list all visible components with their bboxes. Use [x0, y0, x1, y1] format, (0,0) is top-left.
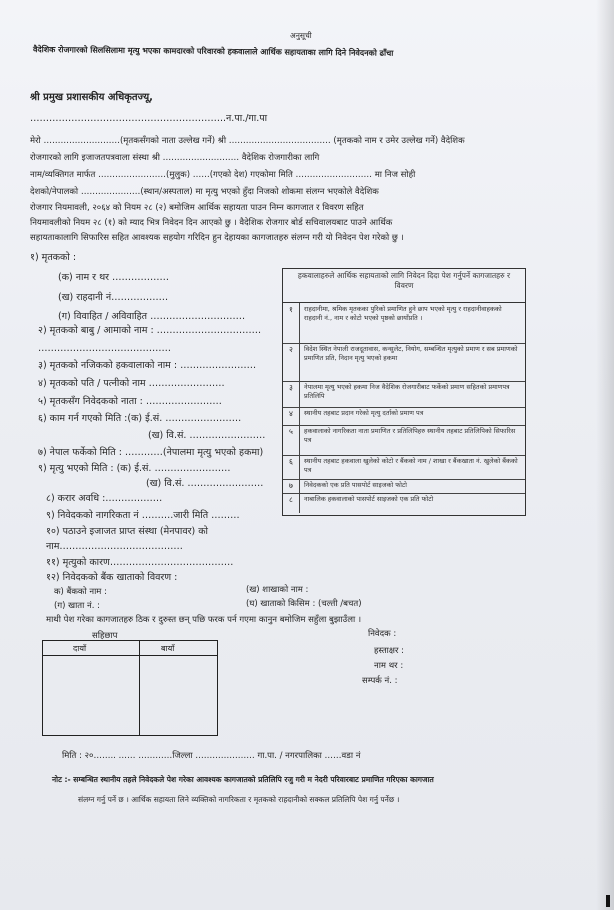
bank-branch: (ख) शाखाको नाम :: [246, 585, 309, 595]
applicant-label: निवेदक :: [368, 629, 397, 639]
thumbprint-divider: [139, 641, 140, 735]
annex-label: अनुसूची: [290, 31, 312, 40]
field-contract: ८) करार अवधि :………………: [46, 493, 163, 504]
checklist-header: हकवालाहरुले आर्थिक सहायताको लागि निवेदन दिदा पेश गर्नुपर्ने कागजातहरु र विवरण: [283, 269, 525, 303]
field-citizenship: ९) निवेदकको नागरिकता नं ……….जारी मिति ………: [46, 510, 240, 521]
fullname-label: नाम थर :: [374, 661, 404, 671]
left-thumb-label: बायाँ: [161, 644, 175, 653]
checklist-row: [283, 493, 525, 513]
para-line-7: सहायताकालागि सिफारिस सहित आवश्यक सहयोग गरिदिन हुन देहायका कागजातहरु संलग्न गरी यो निवेदन पेश गरेको छु ।: [30, 233, 404, 243]
contact-label: सम्पर्क नं. :: [362, 676, 398, 686]
signature-label: हस्ताक्षर :: [374, 646, 405, 656]
para-line-5: रोजगार नियमावली, २०६४ को नियम २८ (२) बमोजिम आर्थिक सहायता पाउन निम्न कागजात र विवरण सहित: [30, 203, 364, 213]
edge-mark: [606, 895, 610, 907]
checklist-row-number: २: [283, 343, 300, 381]
form-title: वैदेशिक रोजगारको सिलसिलामा मृत्यु भएका कामदारको परिवारको हकवालाले आर्थिक सहायताका लागि दिने निवेदनको ढाँचा: [32, 45, 394, 58]
note-line-2: संलग्न गर्नु पर्ने छ । आर्थिक सहायता लिने व्यक्तिको नागरिकता र मृतकको राहदानीको सक्कल प्रतिलिपि पेश गर्नु पर्नेछ ।: [78, 795, 400, 804]
checklist-row: [283, 425, 525, 456]
bank-name: क) बैंकको नाम :: [54, 587, 107, 597]
field-name: (क) नाम र थर ………………: [58, 272, 170, 283]
field-departure-bs: (ख) वि.सं. ……………………: [148, 430, 266, 441]
para-line-3: नाम/व्यक्तिगत मार्फत ……………………(मुलुक) ……(गएको देश) गएकोमा मिति ……………………… मा निज सोही: [30, 170, 416, 180]
checklist-row-number: ४: [283, 407, 300, 425]
checklist-row-number: ८: [283, 493, 300, 513]
thumbprint-label: सहिछाप: [92, 631, 118, 641]
thumbprint-header: [43, 641, 217, 656]
field-departure-ad: ६) काम गर्न गएको मिति :(क) ई.सं. ……………………: [38, 413, 242, 424]
checklist-row-text: स्थानीय तहबाट हकवाला खुलेको कोटो र बैंकको नाम / शाखा र बैंकखाता नं. खुलेको बैंकको पत्र: [304, 457, 518, 474]
checklist-row: [283, 407, 525, 426]
declaration: माथी पेश गरेका कागजातहरु ठिक र दुरुस्त छन् पछि फरक पर्न गएमा कानुन बमोजिम सहुँला बुझाउँला ।: [46, 615, 362, 625]
field-passport: (ख) राहदानी नं………………: [58, 292, 169, 303]
note-line-1: नोट :- सम्बन्धित स्थानीय तहले निवेदकले पेश गरेका आवश्यक कागजातको प्रतिलिपि रजु गरी म नेदरी परिवारबाट प्रमाणित गरिएका कागजात: [52, 775, 434, 784]
para-line-1: मेरो ………………………(मृतकसँगको नाता उल्लेख गर्ने) श्री ……………………………… (मृतकको नाम र उमेर उल्लेख गर्ने) वैदेशिक: [30, 136, 465, 146]
field-bank-details: १२) निवेदकको बैंक खाताको विवरण :: [46, 572, 178, 583]
page-edge-shadow: [596, 0, 614, 910]
checklist-row-text: हकवालाको नागरिकता नाता प्रमाणित र प्रतिलिपिहरु स्थानीय तहबाट प्रतिलिपिको सिफारिस पत्र: [304, 427, 516, 444]
checklist-row-number: ६: [283, 455, 300, 479]
field-death-cause: ११) मृत्युको कारण…………………………………: [46, 557, 234, 568]
checklist-row-number: १: [283, 303, 300, 343]
field-marital: (ग) विवाहित / अविवाहित …………………………: [58, 311, 246, 322]
account-number: (ग) खाता नं. :: [54, 601, 101, 611]
field-relation: ५) मृतकसँग निवेदकको नाता : ……………………: [38, 396, 222, 407]
checklist-row-number: ३: [283, 381, 300, 407]
field-manpower: १०) पठाउने इजाजत प्राप्त संस्था (मेनपावर) को: [46, 526, 209, 537]
office-line: ……………………………………………………..न.पा./गा.पा: [30, 113, 268, 124]
checklist-row-number: ५: [283, 425, 300, 455]
checklist-row-number: ७: [283, 479, 300, 493]
para-line-2: रोजगारको लागि इजाजतपत्रवाला संस्था श्री ……………………… वैदेशिक रोजगारीका लागि: [30, 153, 320, 163]
field-death-bs: (ख) वि.सं. ……………………: [146, 478, 264, 489]
addressee: श्री प्रमुख प्रशासकीय अधिकृतज्यू,: [30, 92, 153, 103]
checklist-row-text: नाबालिक हकवालाको पासपोर्ट साइजको एक प्रति फोटो: [304, 495, 434, 503]
field-spouse: ४) मृतकको पति / पत्नीको नाम ……………………: [38, 378, 225, 389]
para-line-6: नियमावलीको नियम २८ (१) को म्याद भित्र निवेदन दिन आएको छु । वैदेशिक रोजगार बोर्ड सचिवालयबाट पाउने आर्थिक: [30, 218, 393, 228]
field-next-of-kin: ३) मृतकको नजिकको हकवालाको नाम : ……………………: [38, 360, 257, 371]
date-location-line: मिति : २०…….. …… …………जिल्ला ………………… गा.पा. / नगरपालिका ……वडा नं: [62, 751, 361, 761]
checklist-row: [283, 455, 525, 480]
checklist-row: [283, 303, 525, 344]
thumbprint-box: [42, 640, 218, 736]
right-thumb-label: दायाँ: [73, 644, 87, 653]
field-parents-line: ……………………………………: [38, 343, 171, 354]
checklist-row: [283, 343, 525, 382]
checklist-row-text: राहदानीमा, श्रमिक मृतकका पुरिको प्रमाणित हुने छाप भएको मृत्यु र राहदानीवाहकको राहदानी नं., नाम र कोटो भएको पृष्ठको छायाँप्रति ।: [304, 305, 502, 322]
field-deceased: १) मृतकको :: [30, 252, 77, 263]
document-checklist-table: [282, 268, 526, 516]
field-death-ad: ९) मृत्यु भएको मिति : (क) ई.सं. ……………………: [38, 463, 231, 474]
checklist-row: [283, 381, 525, 408]
field-return-date: ७) नेपाल फर्केको मिति : …………(नेपालमा मृत्यु भएको हकमा): [38, 447, 264, 458]
checklist-row-text: निवेदकको एक प्रति पासपोर्ट साइजको फोटो: [304, 481, 407, 489]
checklist-row-text: स्थानीय तहबाट प्रदान गरेको मृत्यु दर्ताको प्रमाण पत्र: [304, 409, 424, 417]
checklist-row-text: विदेश स्थित नेपाली राजदूतावास, कन्सुलेट, नियोग, सम्बन्धित मृत्युको प्रमाण र सब प्रमाणको प्रमाणित प्रति, निदान मृत्यु भएको हकमा: [304, 345, 518, 362]
field-manpower-name: नाम…………………………………: [46, 541, 183, 552]
para-line-4: देशको/नेपालको …………………(स्थान/अस्पताल) मा मृत्यु भएको हुँदा निजको शोकमा संलग्न भएकोले वैदेशिक: [30, 187, 379, 197]
account-type: (घ) खाताको किसिम : (चल्ती /बचत): [246, 599, 362, 609]
checklist-row: [283, 479, 525, 494]
field-parents: २) मृतकको बाबु / आमाको नाम : ……………………………: [38, 325, 262, 336]
checklist-row-text: नेपालमा मृत्यु भएको हकमा निज वैदेशिक रोजगारीबाट फर्केको प्रमाण सहितको प्रमाणपत्र प्रतिलिपि: [304, 383, 510, 400]
